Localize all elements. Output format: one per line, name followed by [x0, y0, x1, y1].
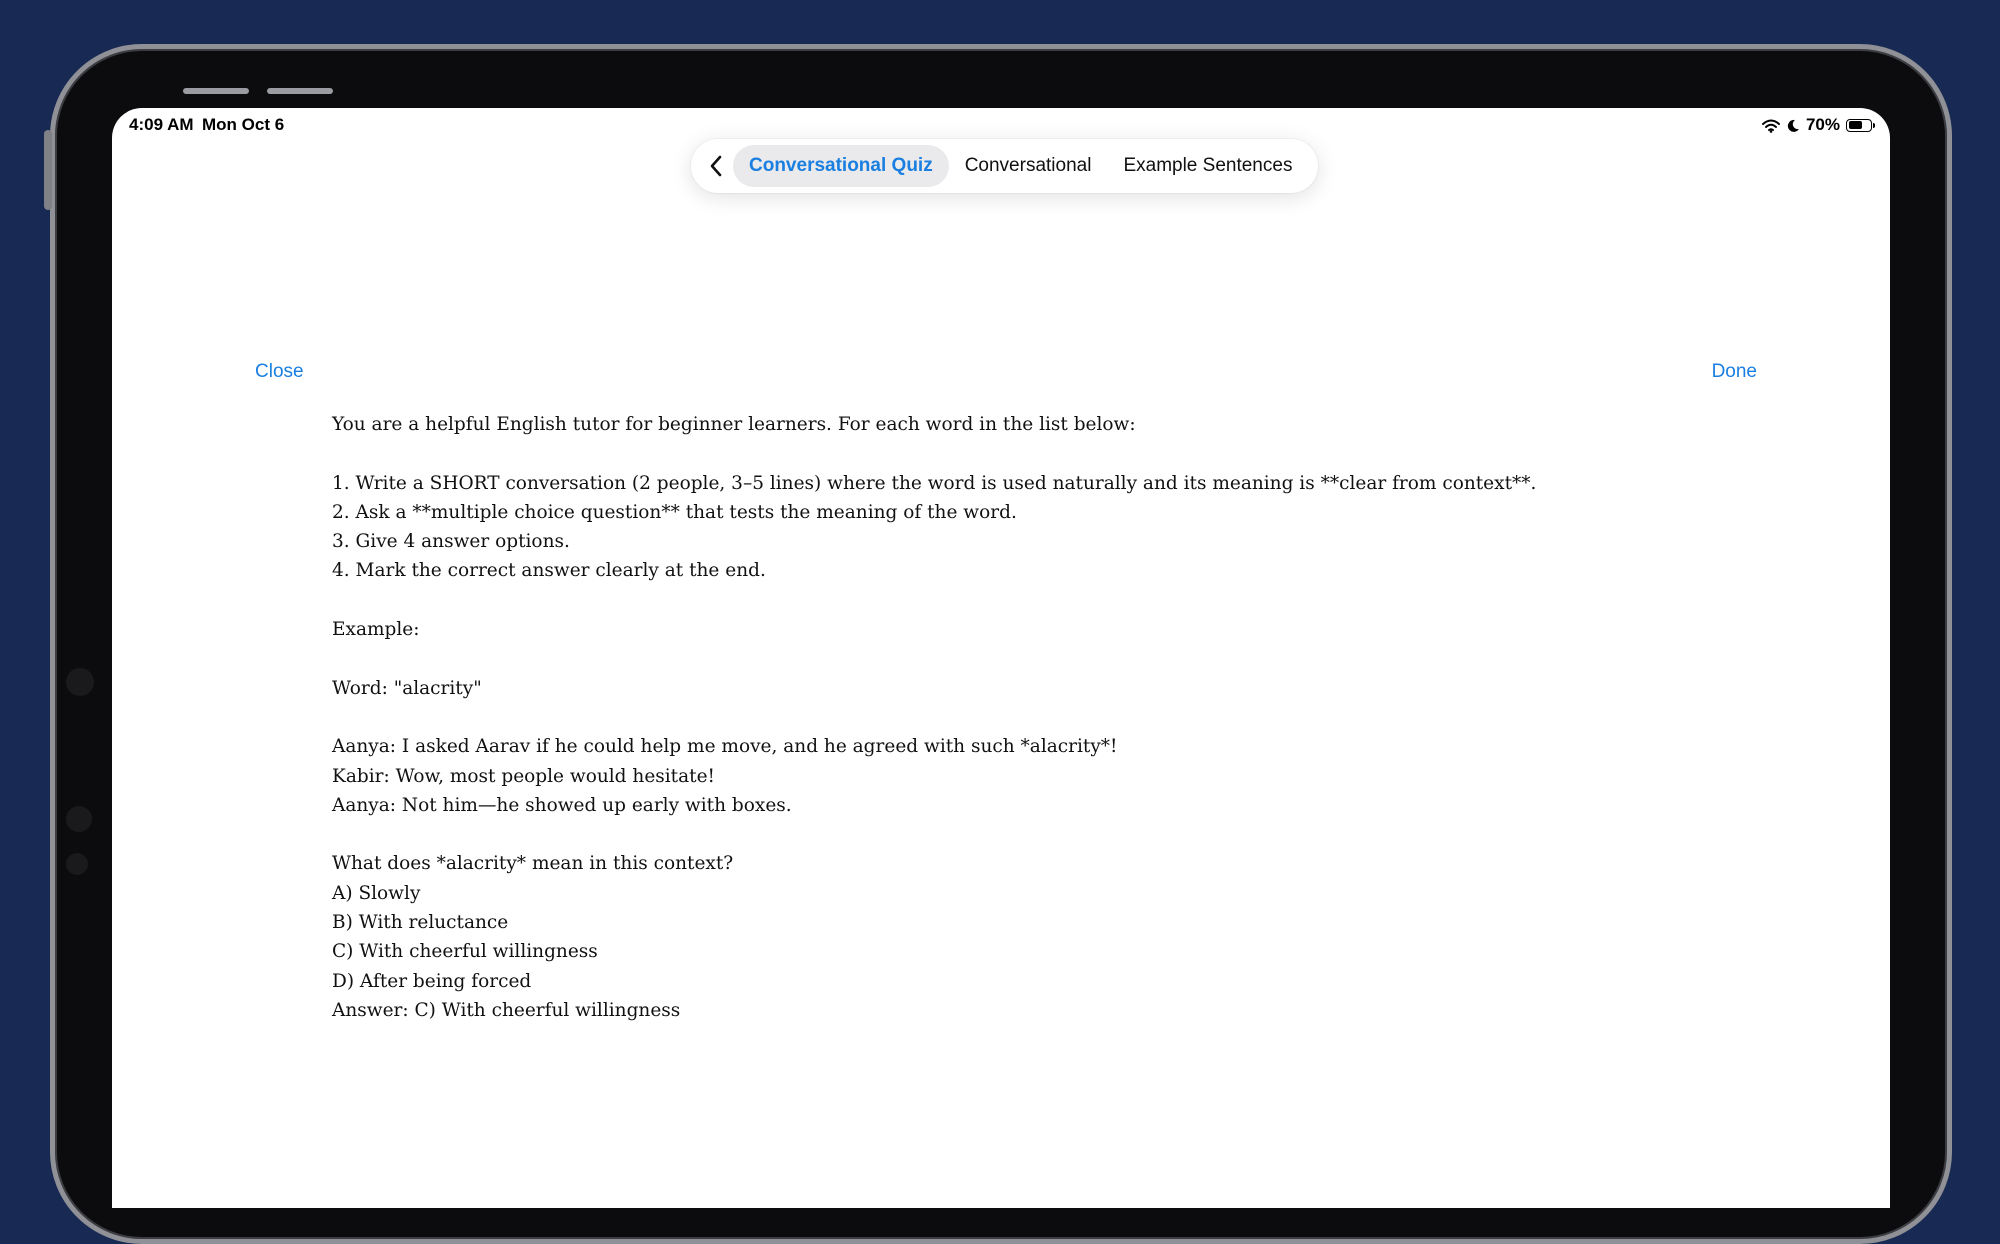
text-line: What does *alacrity* mean in this context? — [332, 853, 734, 875]
blank-line — [332, 439, 1632, 468]
text-line: C) With cheerful willingness — [332, 941, 598, 963]
battery-icon — [1846, 119, 1872, 132]
done-button[interactable]: Done — [1711, 361, 1757, 382]
text-line: Kabir: Wow, most people would hesitate! — [332, 765, 715, 787]
battery-nub — [1873, 123, 1875, 128]
wifi-icon — [1762, 118, 1780, 132]
camera-sensor — [66, 668, 94, 696]
text-line: 3. Give 4 answer options. — [332, 531, 570, 553]
text-line: A) Slowly — [332, 882, 421, 904]
battery-fill — [1849, 121, 1862, 129]
status-date: Mon Oct 6 — [202, 115, 285, 134]
power-button-top — [267, 88, 333, 94]
moon-icon — [1786, 118, 1800, 132]
status-indicators — [1762, 115, 1872, 135]
status-bar — [112, 108, 1890, 142]
text-line: D) After being forced — [332, 970, 532, 992]
text-line: Aanya: Not him—he showed up early with boxes. — [332, 794, 792, 816]
volume-button-top — [183, 88, 249, 94]
close-button[interactable]: Close — [255, 361, 304, 382]
text-line: Aanya: I asked Aarav if he could help me move, and he agreed with such *alacrity*! — [332, 736, 1118, 758]
text-line: You are a helpful English tutor for beginner learners. For each word in the list below: — [332, 414, 1136, 435]
tab-conversational-quiz[interactable]: Conversational Quiz — [733, 145, 949, 187]
text-line: Word: "alacrity" — [332, 677, 482, 699]
text-line: Answer: C) With cheerful willingness — [332, 999, 681, 1021]
text-line: Example: — [332, 619, 420, 641]
blank-line — [332, 820, 1632, 849]
camera-sensor — [66, 853, 88, 875]
text-line: 4. Mark the correct answer clearly at the end. — [332, 560, 766, 582]
status-time: 4:09 AM — [129, 115, 194, 134]
chevron-left-icon — [709, 155, 723, 177]
text-line: 2. Ask a **multiple choice question** that tests the meaning of the word. — [332, 501, 1017, 523]
text-line: B) With reluctance — [332, 912, 509, 934]
blank-line — [332, 703, 1632, 732]
blank-line — [332, 586, 1632, 615]
text-line: 1. Write a SHORT conversation (2 people, 3–5 lines) where the word is used naturally and its meaning is **clear from context**. — [332, 472, 1537, 494]
camera-sensor — [66, 806, 92, 832]
battery-percent: 70% — [1805, 115, 1840, 134]
tab-example-sentences[interactable]: Example Sentences — [1123, 155, 1293, 176]
app-screen — [112, 108, 1890, 1208]
blank-line — [332, 644, 1632, 673]
back-button[interactable] — [699, 143, 733, 189]
side-button — [44, 130, 52, 210]
tab-conversational[interactable]: Conversational — [964, 155, 1092, 176]
prompt-text — [332, 410, 1632, 1025]
segmented-tab-bar — [691, 139, 1318, 193]
